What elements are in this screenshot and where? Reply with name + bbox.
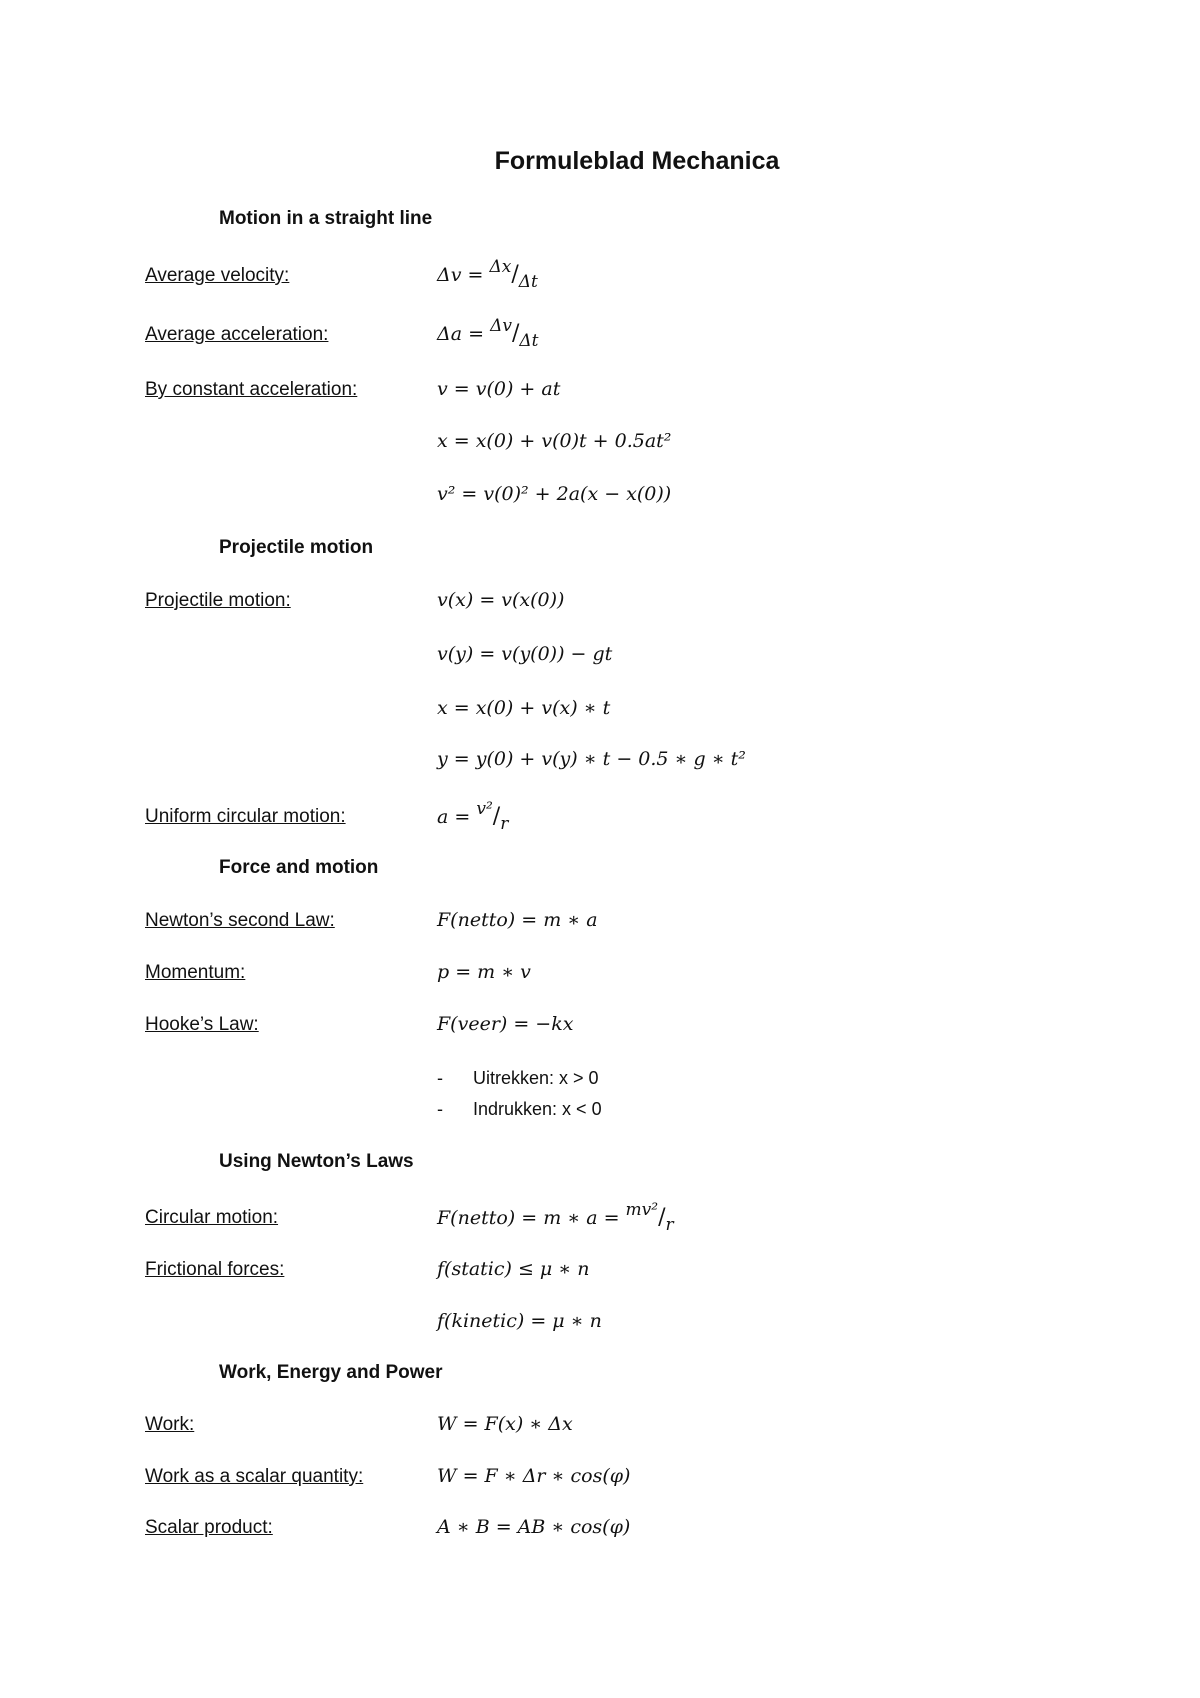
page-title: Formuleblad Mechanica (494, 147, 780, 175)
label-hookes-law: Hooke’s Law: (145, 1014, 259, 1035)
bullet-text: Indrukken: x < 0 (473, 1099, 602, 1119)
bullet-dash: - (437, 1099, 443, 1119)
bullet-text: Uitrekken: x > 0 (473, 1068, 599, 1088)
formula-average-acceleration: Δa = Δv/Δt (437, 316, 539, 351)
label-scalar-product: Scalar product: (145, 1517, 273, 1538)
section-heading-force-and-motion: Force and motion (219, 857, 379, 878)
fraction-numerator: Δx (489, 257, 512, 277)
fraction-numerator: Δv (490, 316, 512, 336)
formula-circular-motion: F(netto) = m ∗ a = mv²/r (437, 1200, 674, 1235)
label-average-velocity: Average velocity: (145, 265, 290, 286)
formula-vy: v(y) = v(y(0)) − gt (437, 643, 613, 665)
label-newton-second-law: Newton’s second Law: (145, 910, 335, 931)
section-heading-motion-straight-line: Motion in a straight line (219, 208, 433, 229)
formula-newton-second-law: F(netto) = m ∗ a (437, 909, 598, 931)
label-work: Work: (145, 1414, 195, 1435)
formula-kinetic-friction: f(kinetic) = μ ∗ n (437, 1310, 602, 1332)
formula-x-position: x = x(0) + v(x) ∗ t (437, 697, 611, 719)
formula-y-position: y = y(0) + v(y) ∗ t − 0.5 ∗ g ∗ t² (437, 748, 746, 770)
formula-velocity-squared: v² = v(0)² + 2a(x − x(0)) (437, 483, 672, 505)
fraction-denominator: r (500, 814, 509, 834)
formula-lhs: Δa = (437, 323, 485, 345)
label-projectile-motion: Projectile motion: (145, 590, 291, 611)
bullet-indrukken (437, 1099, 602, 1120)
fraction-denominator: r (665, 1215, 674, 1235)
formula-hookes-law: F(veer) = −kx (437, 1013, 574, 1035)
formula-lhs: F(netto) = m ∗ a = (437, 1207, 620, 1229)
fraction-denominator: Δt (519, 331, 539, 351)
formula-work: W = F(x) ∗ Δx (437, 1413, 573, 1435)
formula-lhs: Δv = (437, 264, 484, 286)
section-heading-work-energy-power: Work, Energy and Power (219, 1362, 443, 1383)
label-uniform-circular-motion: Uniform circular motion: (145, 806, 346, 827)
fraction-numerator: mv² (625, 1200, 659, 1220)
label-constant-acceleration: By constant acceleration: (145, 379, 358, 400)
formula-position-constant-accel: x = x(0) + v(0)t + 0.5at² (437, 430, 672, 452)
formula-velocity-constant-accel: v = v(0) + at (437, 378, 561, 400)
label-circular-motion: Circular motion: (145, 1207, 279, 1228)
label-momentum: Momentum: (145, 962, 246, 983)
section-heading-projectile-motion: Projectile motion (219, 537, 374, 558)
label-average-acceleration: Average acceleration: (145, 324, 329, 345)
formula-momentum: p = m ∗ v (437, 961, 531, 983)
label-work-scalar-quantity: Work as a scalar quantity: (145, 1466, 364, 1487)
fraction-numerator: v² (476, 799, 493, 819)
bullet-dash: - (437, 1068, 443, 1088)
formula-scalar-product: A ∗ B = AB ∗ cos(φ) (437, 1516, 631, 1538)
fraction-denominator: Δt (518, 272, 538, 292)
bullet-uitrekken (437, 1068, 599, 1089)
section-heading-using-newtons-laws: Using Newton’s Laws (219, 1151, 414, 1172)
formula-average-velocity: Δv = Δx/Δt (437, 257, 538, 292)
formula-vx: v(x) = v(x(0)) (437, 589, 565, 611)
label-frictional-forces: Frictional forces: (145, 1259, 285, 1280)
formula-work-scalar-quantity: W = F ∗ Δr ∗ cos(φ) (437, 1465, 631, 1487)
formula-uniform-circular-motion: a = v²/r (437, 799, 509, 834)
formula-static-friction: f(static) ≤ μ ∗ n (437, 1258, 590, 1280)
formula-lhs: a = (437, 806, 471, 828)
